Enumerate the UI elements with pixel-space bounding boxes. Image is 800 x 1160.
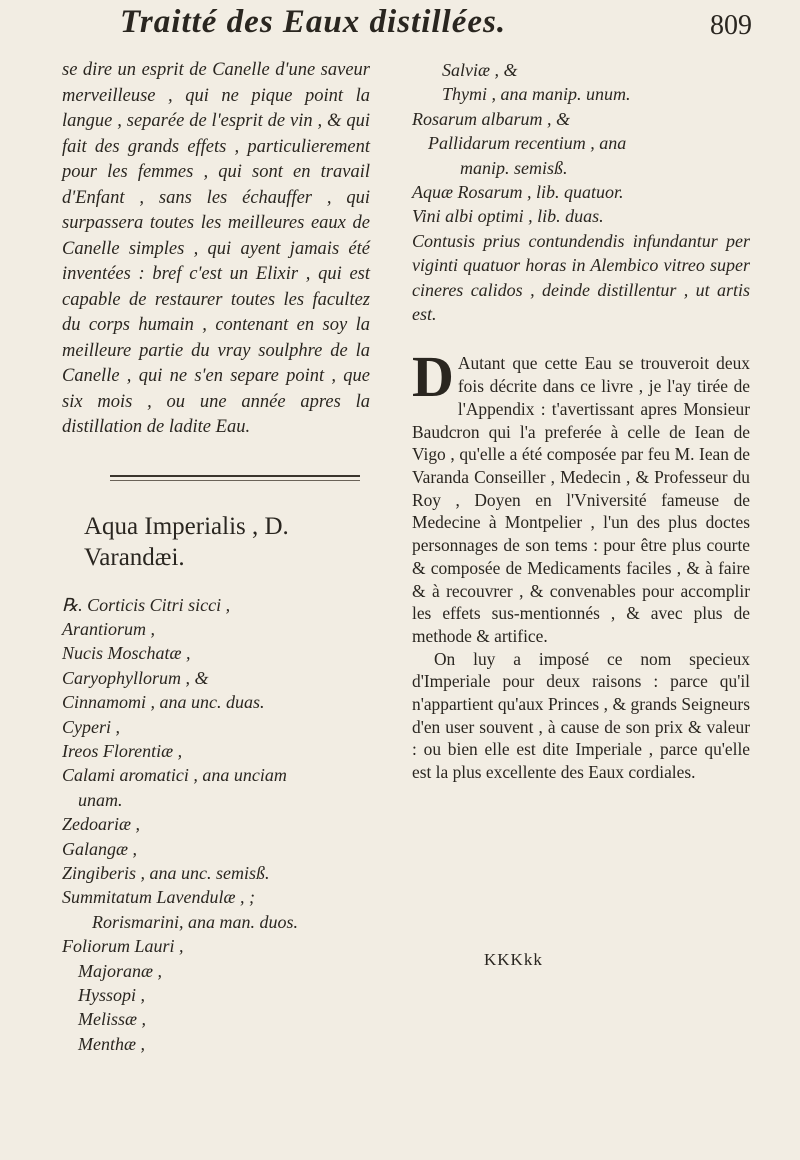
ingredient-line: Contusis prius contundendis infundantur per viginti quatuor horas in Alembico vitreo super cineres calidos , deinde distillentur , ut artis est. bbox=[412, 230, 750, 325]
ingredient-line: Calami aromatici , ana unciam bbox=[62, 765, 287, 786]
left-paragraph: se dire un esprit de Canelle d'une saveur merveilleuse , qui ne pique point la langue , separée de l'esprit de vin , & qui fait des grands effets , particulierement pour les femmes , qui sont en travail d'Enfant , sans les échauffer , qui surpassera toutes les meilleures eaux de Canelle simples , qui ayent jamais été inventées : bref c'est un Elixir , qui est capable de restaurer toutes les facultez du corps humain , contenant en soy la meilleure partie du vray soulphre de la Canelle , qui ne s'en separe point , que six mois , ou une année apres la distillation de ladite Eau. bbox=[62, 60, 370, 437]
ingredient-line: Menthæ , bbox=[78, 1033, 145, 1054]
ingredient-line: Foliorum Lauri , bbox=[62, 936, 184, 957]
left-paragraph-block bbox=[62, 58, 370, 441]
commentary-paragraph-2: On luy a imposé ce nom specieux d'Imperiale pour deux raisons : parce qu'il n'appartient qu'aux Princes , & grands Seigneurs d'en user souvent , à cause de son prix & valeur : ou bien elle est dite Imperiale , parce qu'elle est la plus excellente des Eaux cordiales. bbox=[412, 648, 750, 783]
ingredient-line: Zingiberis , ana unc. semisß. bbox=[62, 862, 270, 883]
ingredient-line: Cinnamomi , ana unc. duas. bbox=[62, 692, 265, 713]
ingredient-line: Salviæ , & bbox=[442, 60, 518, 80]
latin-continuation bbox=[412, 58, 750, 326]
section-divider bbox=[110, 475, 360, 477]
page-number: 809 bbox=[710, 10, 752, 41]
ingredient-line: Nucis Moschatæ , bbox=[62, 643, 191, 664]
running-title: Traitté des Eaux distillées. bbox=[120, 4, 507, 40]
ingredient-line: Vini albi optimi , lib. duas. bbox=[412, 206, 604, 227]
ingredient-line: manip. semisß. bbox=[460, 157, 568, 178]
recipe-heading: Aqua Imperialis , D. Varandæi. bbox=[84, 512, 289, 571]
ingredient-line: Ireos Florentiæ , bbox=[62, 740, 183, 761]
ingredient-line: Caryophyllorum , & bbox=[62, 667, 209, 688]
ingredient-line: unam. bbox=[78, 789, 123, 810]
ingredient-line: Galangæ , bbox=[62, 838, 138, 859]
signature-mark: KKKkk bbox=[484, 950, 543, 969]
ingredient-line: ℞. Corticis Citri sicci , bbox=[62, 594, 231, 615]
running-head bbox=[60, 4, 760, 52]
ingredient-line: Rosarum albarum , & bbox=[412, 108, 571, 129]
left-column bbox=[62, 58, 370, 1056]
ingredient-line: Cyperi , bbox=[62, 716, 120, 737]
ingredient-line: Arantiorum , bbox=[62, 618, 156, 639]
commentary bbox=[412, 344, 750, 783]
ingredient-line: Summitatum Lavendulæ , ; bbox=[62, 887, 255, 908]
ingredient-line: Aquæ Rosarum , lib. quatuor. bbox=[412, 182, 624, 203]
ingredient-line: Hyssopi , bbox=[78, 985, 145, 1005]
ingredient-list bbox=[62, 593, 370, 1057]
right-column bbox=[412, 58, 750, 784]
ingredient-line: Pallidarum recentium , ana bbox=[428, 133, 627, 154]
ingredient-line: Thymi , ana manip. unum. bbox=[442, 84, 631, 105]
drop-cap: D bbox=[412, 344, 454, 410]
ingredient-line: Majoranæ , bbox=[78, 960, 163, 981]
ingredient-line: Rorismarini, ana man. duos. bbox=[92, 911, 299, 932]
paragraph-1-text: Autant que cette Eau se trouveroit deux fois décrite dans ce livre , je l'ay tirée de l'Appendix : t'avertissant apres Monsieur Baudcron qui l'a preferée à celle de Iean de Vigo , qu'elle a été composée par feu M. Iean de Varanda Conseiller , Medecin , & Professeur du Roy , Doyen en l'Vniversité fameuse de Medecine à Montpelier , l'un des plus doctes personnages de son tems : pour être plus courte & composée de Medicaments faciles , & à faire & à recouvrer , & convenables pour accomplir les effets sus-mentionnés , & avec plus de methode & artifice. bbox=[412, 353, 750, 646]
commentary-paragraph-1 bbox=[412, 344, 750, 647]
ingredient-line: Zedoariæ , bbox=[62, 814, 141, 835]
ingredient-line: Melissæ , bbox=[78, 1009, 147, 1030]
